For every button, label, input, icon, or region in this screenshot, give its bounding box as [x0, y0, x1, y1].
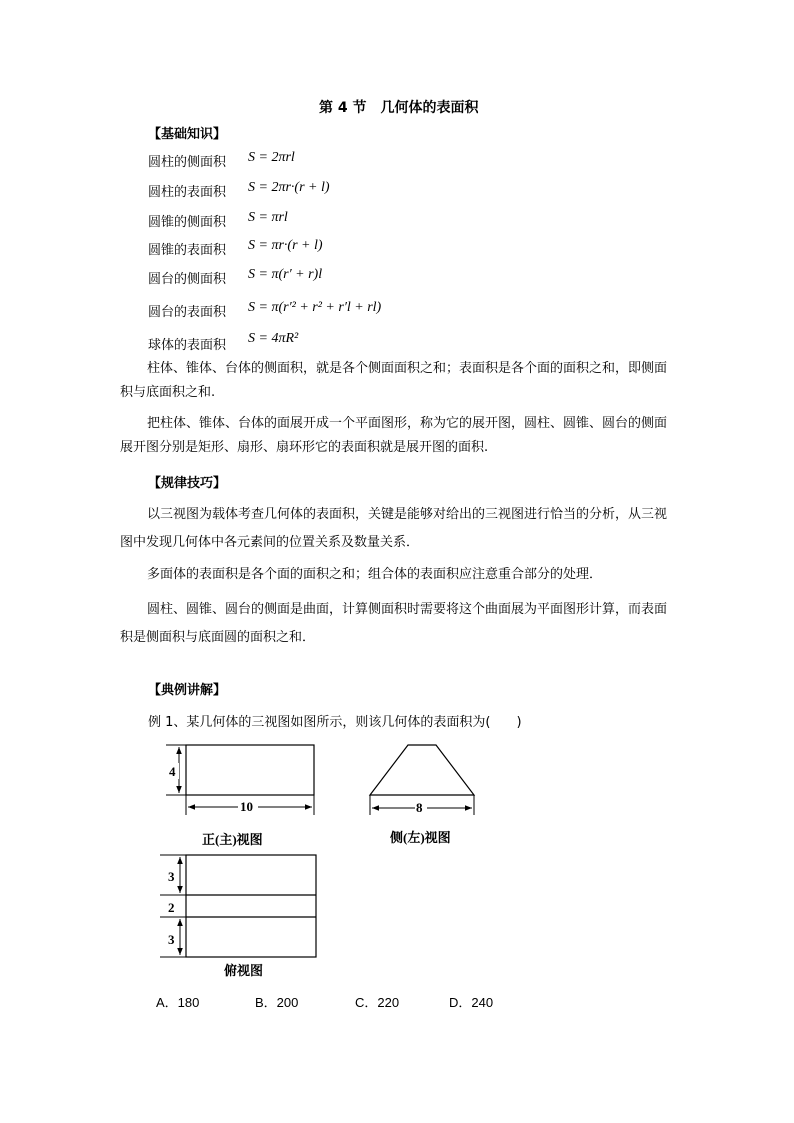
section-heading-basics: 【基础知识】	[148, 127, 227, 142]
dim-label-front-width: 10	[240, 799, 253, 814]
option-b[interactable]: B．200	[255, 995, 299, 1010]
option-c[interactable]: C．220	[355, 995, 400, 1010]
option-a[interactable]: A．180	[156, 995, 200, 1010]
dim-label-top1: 3	[168, 869, 175, 884]
dim-label-top3: 3	[168, 932, 175, 947]
formula-label: 圆台的表面积	[148, 305, 227, 320]
paragraph-tip-polyhedron: 多面体的表面积是各个面的面积之和；组合体的表面积应注意重合部分的处理．	[147, 567, 603, 582]
formula-expr: S = 2πr·(r + l)	[248, 180, 330, 195]
formula-label: 球体的表面积	[148, 338, 227, 353]
side-view-trapezoid	[370, 745, 474, 795]
formula-expr: S = 4πR²	[248, 331, 299, 346]
page-title: 第 4 节 几何体的表面积	[319, 100, 479, 116]
formula-expr: S = 2πrl	[248, 150, 295, 165]
example-question: 例 1、某几何体的三视图如图所示，则该几何体的表面积为( )	[148, 715, 522, 730]
section-heading-tips: 【规律技巧】	[148, 476, 227, 491]
formula-label: 圆柱的侧面积	[148, 155, 227, 170]
formula-expr: S = π(r′² + r² + r′l + rl)	[248, 300, 382, 315]
paragraph-surface-definition: 柱体、锥体、台体的侧面积，就是各个侧面面积之和；表面积是各个面的面积之和，即侧面积与底面积之和.	[120, 361, 668, 400]
dim-label-side-width: 8	[416, 800, 423, 815]
dim-label-top2: 2	[168, 900, 175, 915]
formula-label: 圆台的侧面积	[148, 272, 227, 287]
top-view	[160, 855, 316, 978]
formula-expr: S = π(r′ + r)l	[248, 267, 323, 282]
dim-label-front-height: 4	[169, 764, 176, 779]
paragraph-unfolding: 把柱体、锥体、台体的面展开成一个平面图形，称为它的展开图，圆柱、圆锥、圆台的侧面展开图分别是矩形、扇形、扇环形它的表面积就是展开图的面积.	[120, 416, 668, 455]
side-view-label: 侧(左)视图	[390, 830, 451, 845]
side-view	[370, 745, 474, 845]
option-d[interactable]: D．240	[449, 995, 494, 1010]
formula-label: 圆柱的表面积	[148, 185, 227, 200]
formula-expr: S = πrl	[248, 210, 288, 225]
front-view-label: 正(主)视图	[202, 832, 263, 847]
top-view-label: 俯视图	[224, 963, 264, 978]
front-view-rect	[186, 745, 314, 795]
front-view	[166, 745, 314, 847]
paragraph-tip-three-views: 以三视图为载体考查几何体的表面积，关键是能够对给出的三视图进行恰当的分析，从三视图中发现几何体中各元素间的位置关系及数量关系．	[120, 507, 668, 550]
section-heading-examples: 【典例讲解】	[148, 683, 227, 698]
formula-expr: S = πr·(r + l)	[248, 238, 323, 253]
formula-label: 圆锥的侧面积	[148, 215, 227, 230]
formula-label: 圆锥的表面积	[148, 243, 227, 258]
top-view-rect	[186, 855, 316, 957]
paragraph-tip-curved: 圆柱、圆锥、圆台的侧面是曲面，计算侧面积时需要将这个曲面展为平面图形计算，而表面积是侧面积与底面圆的面积之和．	[120, 602, 668, 645]
